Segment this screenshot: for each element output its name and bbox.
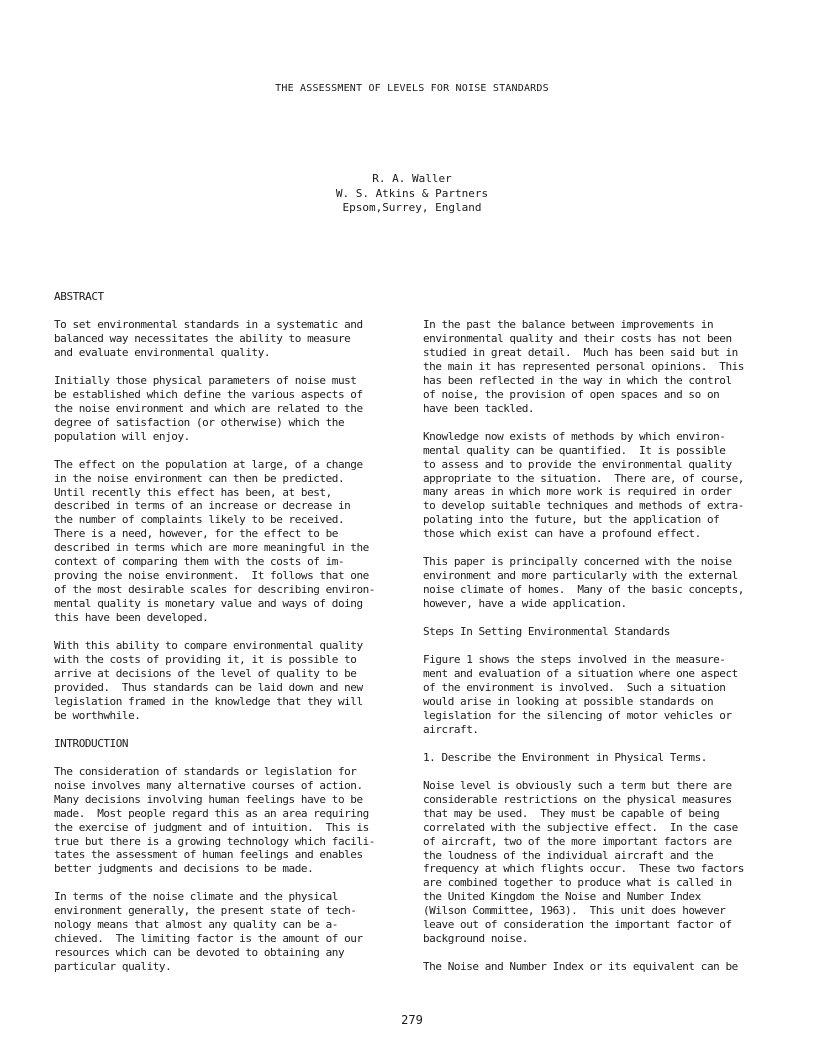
- text-line: the United Kingdom the Noise and Number Index: [423, 890, 701, 904]
- text-line: the exercise of judgment and of intuition. This is: [54, 820, 369, 834]
- text-line: of the most desirable scales for describing environ-: [54, 583, 375, 597]
- text-line: ment and evaluation of a situation where one aspect: [423, 667, 738, 681]
- text-line: better judgments and decisions to be made.: [54, 862, 314, 876]
- text-line: The effect on the population at large, of a change: [54, 457, 363, 471]
- paragraph: [54, 374, 396, 444]
- text-line: correlated with the subjective effect. In the case: [423, 820, 738, 834]
- text-line: environmental quality and their costs has not been: [423, 331, 732, 345]
- author-block: [0, 172, 824, 216]
- text-line: of noise, the provision of open spaces and so on: [423, 387, 720, 401]
- text-line: have been tackled.: [423, 401, 535, 415]
- text-line: to assess and to provide the environmental quality: [423, 457, 732, 471]
- text-line: however, have a wide application.: [423, 597, 627, 611]
- paragraph: [54, 890, 396, 974]
- text-line: arrive at decisions of the level of quality to be: [54, 666, 357, 680]
- text-line: has been reflected in the way in which the control: [423, 373, 732, 387]
- right-column: [423, 318, 773, 974]
- text-line: particular quality.: [54, 960, 172, 974]
- text-line: described in terms of an increase or decrease in: [54, 499, 351, 513]
- author-firm: W. S. Atkins & Partners: [335, 186, 489, 200]
- paragraph: [423, 430, 773, 542]
- text-line: chieved. The limiting factor is the amount of our: [54, 932, 363, 946]
- text-line: legislation framed in the knowledge that they will: [54, 694, 363, 708]
- text-line: In the past the balance between improvements in: [423, 318, 714, 331]
- text-line: the main it has represented personal opinions. This: [423, 359, 744, 373]
- abstract-heading: ABSTRACT: [54, 290, 104, 303]
- text-line: of aircraft, two of the more important factors are: [423, 834, 732, 848]
- text-line: provided. Thus standards can be laid down and new: [54, 680, 363, 694]
- paragraph: [54, 639, 396, 723]
- text-line: Many decisions involving human feelings have to be: [54, 792, 363, 806]
- text-line: with the costs of providing it, it is possible to: [54, 653, 357, 667]
- paragraph: [423, 555, 773, 611]
- text-line: in the noise environment can then be predicted.: [54, 471, 345, 485]
- text-line: Until recently this effect has been, at best,: [54, 485, 332, 499]
- text-line: population will enjoy.: [54, 429, 190, 443]
- paragraph: [423, 653, 773, 737]
- text-line: leave out of consideration the important factor of: [423, 918, 732, 932]
- text-line: To set environmental standards in a systematic and: [54, 318, 363, 331]
- text-line: environment and more particularly with the external: [423, 569, 738, 583]
- text-line: noise climate of homes. Many of the basic concepts,: [423, 583, 744, 597]
- text-line: considerable restrictions on the physical measures: [423, 792, 732, 806]
- text-line: balanced way necessitates the ability to measure: [54, 331, 351, 345]
- text-line: context of comparing them with the costs of im-: [54, 555, 345, 569]
- text-line: This paper is principally concerned with the noise: [423, 555, 732, 569]
- text-line: mental quality is monetary value and ways of doing: [54, 597, 363, 611]
- author-location: Epsom,Surrey, England: [342, 201, 482, 214]
- text-line: environment generally, the present state of tech-: [54, 904, 357, 918]
- text-line: Noise level is obviously such a term but there are: [423, 778, 732, 792]
- text-line: noise involves many alternative courses of action.: [54, 778, 363, 792]
- text-line: that may be used. They must be capable of being: [423, 806, 720, 820]
- text-line: legislation for the silencing of motor vehicles or: [423, 708, 732, 722]
- text-line: be worthwhile.: [54, 708, 141, 722]
- text-line: The Noise and Number Index or its equivalent can be: [423, 960, 738, 974]
- text-line: described in terms which are more meaningful in the: [54, 541, 369, 555]
- text-line: the number of complaints likely to be received.: [54, 513, 345, 527]
- text-line: true but there is a growing technology which facili-: [54, 834, 375, 848]
- text-line: degree of satisfaction (or otherwise) which the: [54, 415, 345, 429]
- text-line: the loudness of the individual aircraft and the: [423, 848, 714, 862]
- text-line: tates the assessment of human feelings and enables: [54, 848, 363, 862]
- text-line: be established which define the various aspects of: [54, 387, 363, 401]
- steps-heading: Steps In Setting Environmental Standards: [423, 625, 670, 639]
- text-line: (Wilson Committee, 1963). This unit does however: [423, 904, 726, 918]
- text-line: made. Most people regard this as an area requiring: [54, 806, 369, 820]
- paragraph: [423, 779, 773, 946]
- text-line: mental quality can be quantified. It is possible: [423, 443, 726, 457]
- text-line: those which exist can have a profound effect.: [423, 527, 701, 541]
- text-line: Knowledge now exists of methods by which environ-: [423, 429, 726, 443]
- text-line: frequency at which flights occur. These two factors: [423, 862, 744, 876]
- author-name: R. A. Waller: [372, 172, 452, 185]
- paragraph: [423, 960, 773, 974]
- text-line: would arise in looking at possible standards on: [423, 694, 714, 708]
- text-line: polating into the future, but the application of: [423, 513, 720, 527]
- text-line: In terms of the noise climate and the physical: [54, 890, 338, 904]
- text-line: of the environment is involved. Such a situation: [423, 680, 726, 694]
- text-line: nology means that almost any quality can be a-: [54, 918, 338, 932]
- text-line: The consideration of standards or legislation for: [54, 764, 357, 778]
- paragraph: [54, 318, 396, 360]
- text-line: aircraft.: [423, 722, 479, 736]
- left-column: [54, 318, 396, 974]
- text-line: and evaluate environmental quality.: [54, 345, 271, 359]
- text-line: With this ability to compare environmental quality: [54, 639, 363, 653]
- text-line: the noise environment and which are related to the: [54, 401, 363, 415]
- text-line: background noise.: [423, 932, 528, 946]
- text-line: proving the noise environment. It follows that one: [54, 569, 369, 583]
- text-line: many areas in which more work is required in order: [423, 485, 732, 499]
- text-line: this have been developed.: [54, 611, 209, 625]
- text-line: Figure 1 shows the steps involved in the measure-: [423, 653, 726, 667]
- introduction-heading: INTRODUCTION: [54, 736, 129, 750]
- text-line: There is a need, however, for the effect to be: [54, 527, 338, 541]
- paragraph: [423, 318, 773, 416]
- paragraph: [54, 458, 396, 625]
- text-line: are combined together to produce what is called in: [423, 876, 732, 890]
- text-line: to develop suitable techniques and methods of extra-: [423, 499, 744, 513]
- text-line: Initially those physical parameters of noise must: [54, 373, 357, 387]
- page-number: 279: [401, 1013, 423, 1027]
- paper-title: THE ASSESSMENT OF LEVELS FOR NOISE STANDARDS: [275, 83, 549, 94]
- paragraph: [54, 765, 396, 877]
- text-line: appropriate to the situation. There are, of course,: [423, 471, 744, 485]
- text-line: resources which can be devoted to obtaining any: [54, 946, 345, 960]
- step1-heading: 1. Describe the Environment in Physical Terms.: [423, 750, 707, 764]
- text-line: studied in great detail. Much has been said but in: [423, 345, 738, 359]
